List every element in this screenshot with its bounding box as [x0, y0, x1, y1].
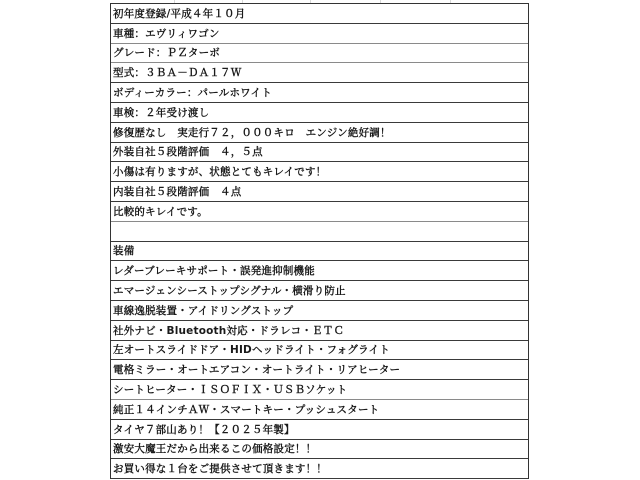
equipment-row-emergency[interactable]: エマージェンシーストップシグナル・横滑り防止: [111, 281, 528, 301]
spec-row-body-color[interactable]: ボディーカラー：パールホワイト: [111, 83, 528, 103]
spec-row-interior-note[interactable]: 比較的キレイです。: [111, 202, 528, 222]
spec-row-grade[interactable]: グレード：ＰＺターボ: [111, 44, 528, 64]
equipment-row-wheels[interactable]: 純正１４インチＡＷ・スマートキー・プッシュスタート: [111, 400, 528, 420]
equipment-row-safety[interactable]: レダーブレーキサポート・誤発進抑制機能: [111, 261, 528, 281]
equipment-row-lane[interactable]: 車線逸脱装置・アイドリングストップ: [111, 301, 528, 321]
spec-row-exterior-rating[interactable]: 外装自社５段階評価 ４，５点: [111, 143, 528, 163]
equipment-row-seats[interactable]: シートヒーター・ＩＳＯＦＩＸ・ＵＳＢソケット: [111, 380, 528, 400]
spec-row-interior-rating[interactable]: 内装自社５段階評価 ４点: [111, 182, 528, 202]
equipment-heading[interactable]: 装備: [111, 242, 528, 262]
spec-row-inspection[interactable]: 車検：２年受け渡し: [111, 103, 528, 123]
spec-row-exterior-note[interactable]: 小傷は有りますが、状態とてもキレイです！: [111, 162, 528, 182]
spec-row-model-name[interactable]: 車種：エヴリィワゴン: [111, 24, 528, 44]
vehicle-spec-table: [110, 3, 529, 479]
spec-row-empty[interactable]: [111, 222, 528, 242]
equipment-row-mirrors-aircon[interactable]: 電格ミラー・オートエアコン・オートライト・リアヒーター: [111, 360, 528, 380]
equipment-row-doors-lights[interactable]: 左オートスライドドア・HIDヘッドライト・フォグライト: [111, 341, 528, 361]
promo-row-price[interactable]: 激安大魔王だから出来るこの価格設定！！: [111, 440, 528, 460]
equipment-row-navigation[interactable]: 社外ナビ・Bluetooth対応・ドラレコ・ＥＴＣ: [111, 321, 528, 341]
spec-row-model-code[interactable]: 型式：３ＢＡ－ＤＡ１７Ｗ: [111, 63, 528, 83]
equipment-row-tires[interactable]: タイヤ７部山あり！【２０２５年製】: [111, 420, 528, 440]
spec-row-registration[interactable]: 初年度登録/平成４年１０月: [111, 4, 528, 24]
promo-row-offer[interactable]: お買い得な１台をご提供させて頂きます！！: [111, 459, 528, 479]
spec-row-mileage[interactable]: 修復歴なし 実走行７２，０００キロ エンジン絶好調！: [111, 123, 528, 143]
